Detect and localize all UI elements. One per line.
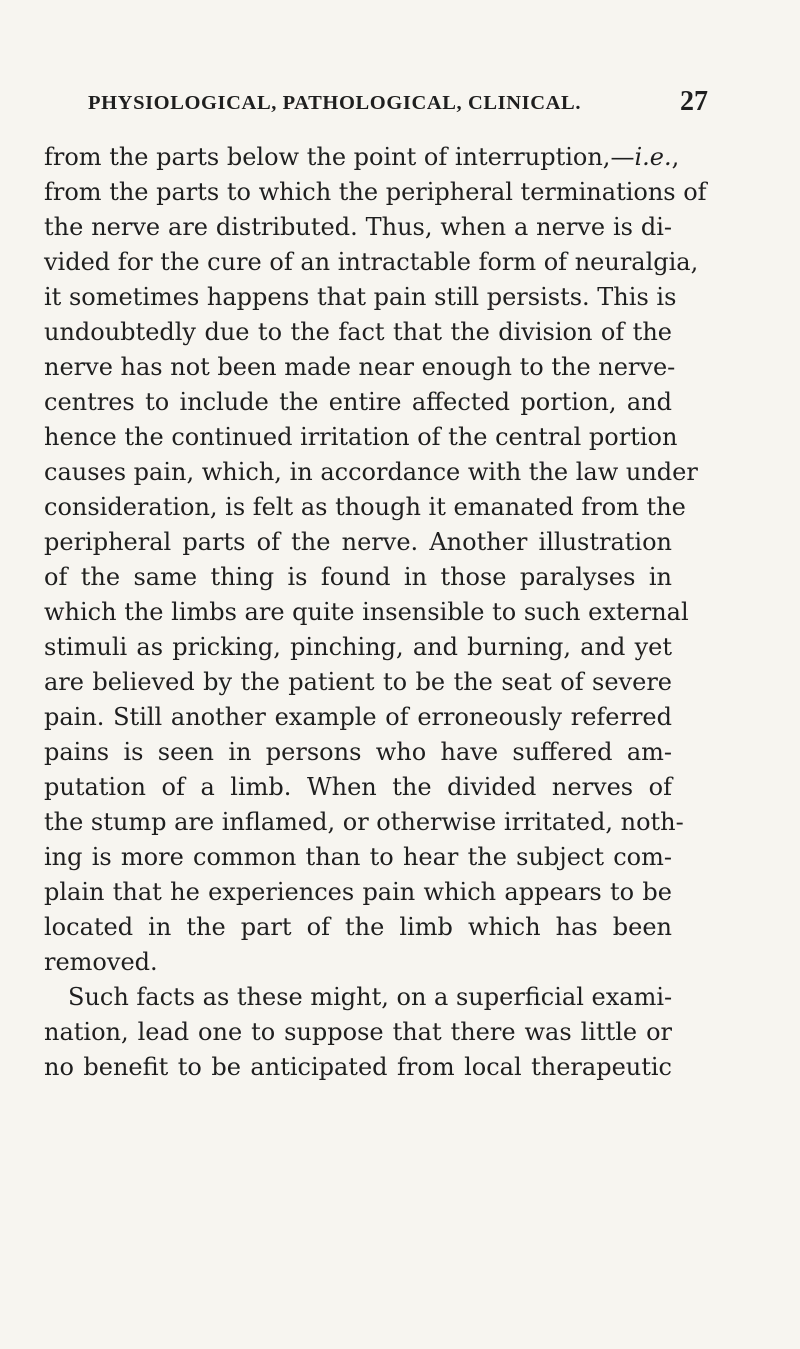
text-line-11: consideration, is felt as though it emanated from the — [44, 493, 686, 521]
text-line-20: the stump are inflamed, or otherwise irritated, noth- — [44, 808, 684, 836]
text-line-15: stimuli as pricking, pinching, and burning, and yet — [44, 633, 672, 661]
text-line-9: hence the continued irritation of the central portion — [44, 423, 678, 451]
text-line-7: nerve has not been made near enough to the nerve- — [44, 353, 676, 381]
page-number: 27 — [680, 86, 708, 117]
text-line-22: plain that he experiences pain which appears to be — [44, 878, 672, 906]
text-line-25: Such facts as these might, on a superficial exami- — [68, 983, 673, 1011]
body-text — [44, 140, 707, 1085]
text-line-10: causes pain, which, in accordance with the law under — [44, 458, 698, 486]
text-line-21: ing is more common than to hear the subject com- — [44, 843, 672, 871]
text-line-1-italic: i.e. — [634, 143, 672, 171]
text-line-23: located in the part of the limb which has been — [44, 913, 672, 941]
text-line-12: peripheral parts of the nerve. Another illustration — [44, 528, 672, 556]
text-line-1 — [44, 140, 680, 175]
text-line-1-suffix: , — [671, 143, 680, 171]
text-line-13: of the same thing is found in those paralyses in — [44, 563, 672, 591]
text-line-14: which the limbs are quite insensible to such external — [44, 598, 689, 626]
text-line-1-prefix: from the parts below the point of interruption,— — [44, 143, 635, 171]
text-line-19: putation of a limb. When the divided nerves of — [44, 773, 672, 801]
running-title: PHYSIOLOGICAL, PATHOLOGICAL, CLINICAL. — [88, 92, 582, 114]
text-line-5: it sometimes happens that pain still persists. This is — [44, 283, 677, 311]
text-line-8: centres to include the entire affected portion, and — [44, 388, 672, 416]
text-line-3: the nerve are distributed. Thus, when a nerve is di- — [44, 213, 672, 241]
text-line-18: pains is seen in persons who have suffered am- — [44, 738, 672, 766]
text-line-17: pain. Still another example of erroneously referred — [44, 703, 672, 731]
text-line-16: are believed by the patient to be the seat of severe — [44, 668, 672, 696]
running-head — [88, 86, 708, 122]
text-line-2: from the parts to which the peripheral terminations of — [44, 178, 707, 206]
text-line-26: nation, lead one to suppose that there was little or — [44, 1018, 672, 1046]
text-line-6: undoubtedly due to the fact that the division of the — [44, 318, 672, 346]
text-line-27: no benefit to be anticipated from local therapeutic — [44, 1053, 672, 1081]
text-line-4: vided for the cure of an intractable form of neuralgia, — [44, 248, 699, 276]
text-line-24: removed. — [44, 948, 158, 976]
